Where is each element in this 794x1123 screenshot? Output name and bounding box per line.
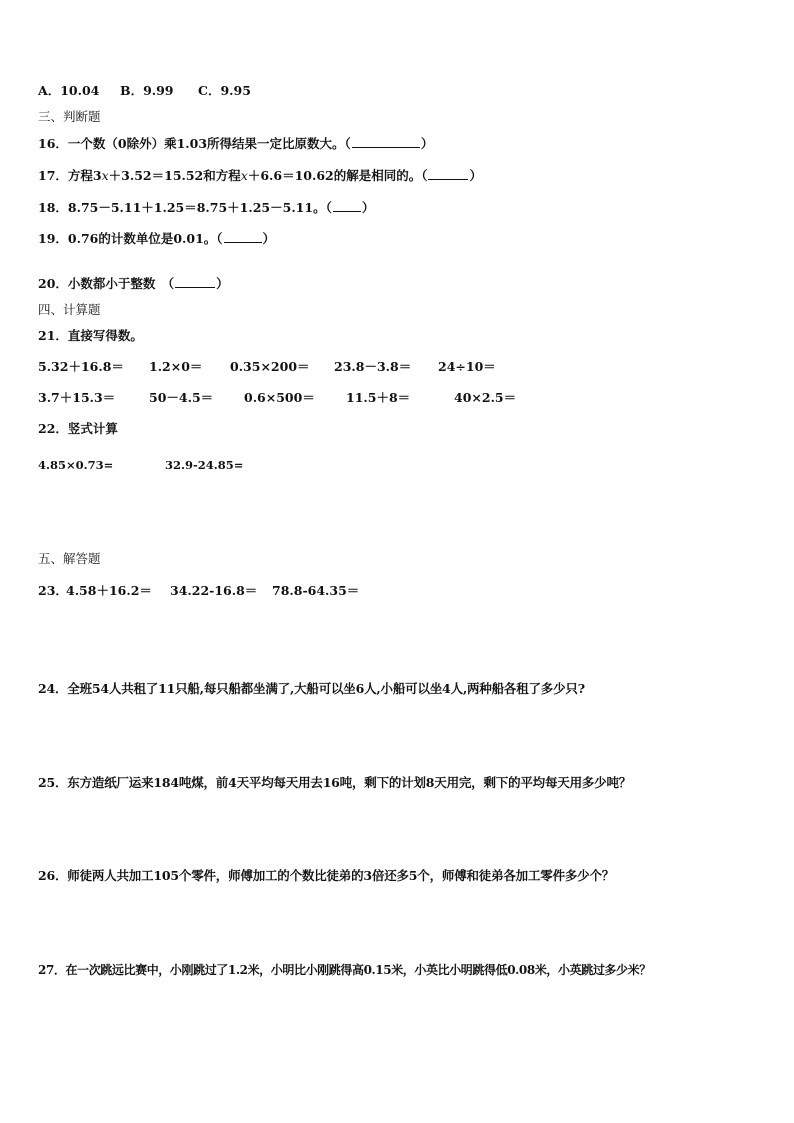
q17-variable-2: x [240, 168, 248, 183]
q17-part3: ＋6.6＝10.62的解是相同的。（ [247, 168, 428, 183]
q23-item: 34.22-16.8＝ [170, 583, 258, 598]
q21-r1-item: 24÷10＝ [438, 359, 496, 374]
q23-number: 23． [38, 583, 68, 598]
q21-r1-item: 23.8－3.8＝ [334, 359, 412, 374]
q21-text: 直接写得数。 [67, 328, 143, 343]
q26-text: 师徒两人共加工105个零件，师傅加工的个数比徒弟的3倍还多5个，师傅和徒弟各加工零件多少个？ [67, 868, 615, 883]
q22-item: 32.9-24.85= [165, 458, 244, 472]
q24-text: 全班54人共租了11只船,每只船都坐满了,大船可以坐6人,小船可以坐4人,两种船各租了多少只? [67, 681, 585, 696]
q23-item: 4.58＋16.2＝ [66, 583, 152, 598]
q26-number: 26． [38, 868, 68, 883]
q20-text: 小数都小于整数 （ [67, 276, 175, 291]
choice-b: B．9.99 [120, 83, 174, 98]
q21-r1-item: 5.32＋16.8＝ [38, 359, 124, 374]
q22-number: 22． [38, 421, 68, 436]
q20-close: ） [216, 276, 229, 291]
section-calc-heading: 四、计算题 [38, 302, 101, 317]
question-16 [38, 135, 433, 152]
q17-number: 17． [38, 168, 68, 183]
q27-text: 在一次跳远比赛中，小刚跳过了1.2米，小明比小刚跳得高0.15米，小英比小明跳得低0.08米，小英跳过多少米？ [65, 963, 651, 977]
q25-number: 25． [38, 775, 68, 790]
q21-r2-item: 0.6×500＝ [244, 390, 315, 405]
q21-r2-item: 50－4.5＝ [149, 390, 214, 405]
q20-answer-blank[interactable] [175, 275, 215, 288]
question-25 [38, 775, 631, 791]
section-solve-heading: 五、解答题 [38, 551, 101, 566]
q17-variable-1: x [101, 168, 109, 183]
q23-item: 78.8-64.35＝ [272, 583, 360, 598]
question-23 [38, 583, 360, 599]
q16-number: 16． [38, 136, 68, 151]
q18-answer-blank[interactable] [333, 199, 361, 212]
question-27 [38, 962, 651, 978]
q17-answer-blank[interactable] [428, 167, 468, 180]
q16-close: ） [420, 136, 434, 151]
q17-part2: ＋3.52＝15.52和方程 [108, 168, 241, 183]
q16-text: 一个数（0除外）乘1.03所得结果一定比原数大。（ [67, 136, 351, 151]
choice-c: C．9.95 [198, 83, 251, 98]
section-judge-heading: 三、判断题 [38, 109, 101, 124]
question-19 [38, 230, 275, 247]
question-17 [38, 167, 482, 184]
q18-number: 18． [38, 200, 68, 215]
q19-text: 0.76的计数单位是0.01。（ [67, 231, 223, 246]
q19-close: ） [262, 231, 276, 246]
question-26 [38, 868, 614, 884]
question-21 [38, 328, 143, 344]
q19-number: 19． [38, 231, 68, 246]
q21-r1-item: 0.35×200＝ [230, 359, 310, 374]
q27-number: 27． [38, 963, 66, 977]
q22-text: 竖式计算 [67, 421, 118, 436]
q16-answer-blank[interactable] [352, 135, 420, 148]
q24-number: 24． [38, 681, 68, 696]
q17-close: ） [469, 168, 482, 183]
q21-r1-item: 1.2×0＝ [149, 359, 203, 374]
q17-part1: 方程3 [67, 168, 102, 183]
q21-r2-item: 40×2.5＝ [454, 390, 517, 405]
question-22 [38, 421, 118, 437]
q19-answer-blank[interactable] [224, 230, 262, 243]
q18-text: 8.75－5.11＋1.25＝8.75＋1.25－5.11。（ [67, 200, 332, 215]
q21-number: 21． [38, 328, 68, 343]
question-20 [38, 275, 229, 292]
q22-item: 4.85×0.73= [38, 458, 114, 472]
choice-a: A．10.04 [38, 83, 100, 98]
question-18 [38, 199, 374, 216]
q18-close: ） [361, 200, 375, 215]
q21-r2-item: 3.7＋15.3＝ [38, 390, 116, 405]
q21-r2-item: 11.5＋8＝ [346, 390, 411, 405]
q25-text: 东方造纸厂运来184吨煤，前4天平均每天用去16吨，剩下的计划8天用完，剩下的平均每天用多少吨？ [67, 775, 632, 790]
question-24 [38, 681, 585, 697]
q20-number: 20． [38, 276, 68, 291]
